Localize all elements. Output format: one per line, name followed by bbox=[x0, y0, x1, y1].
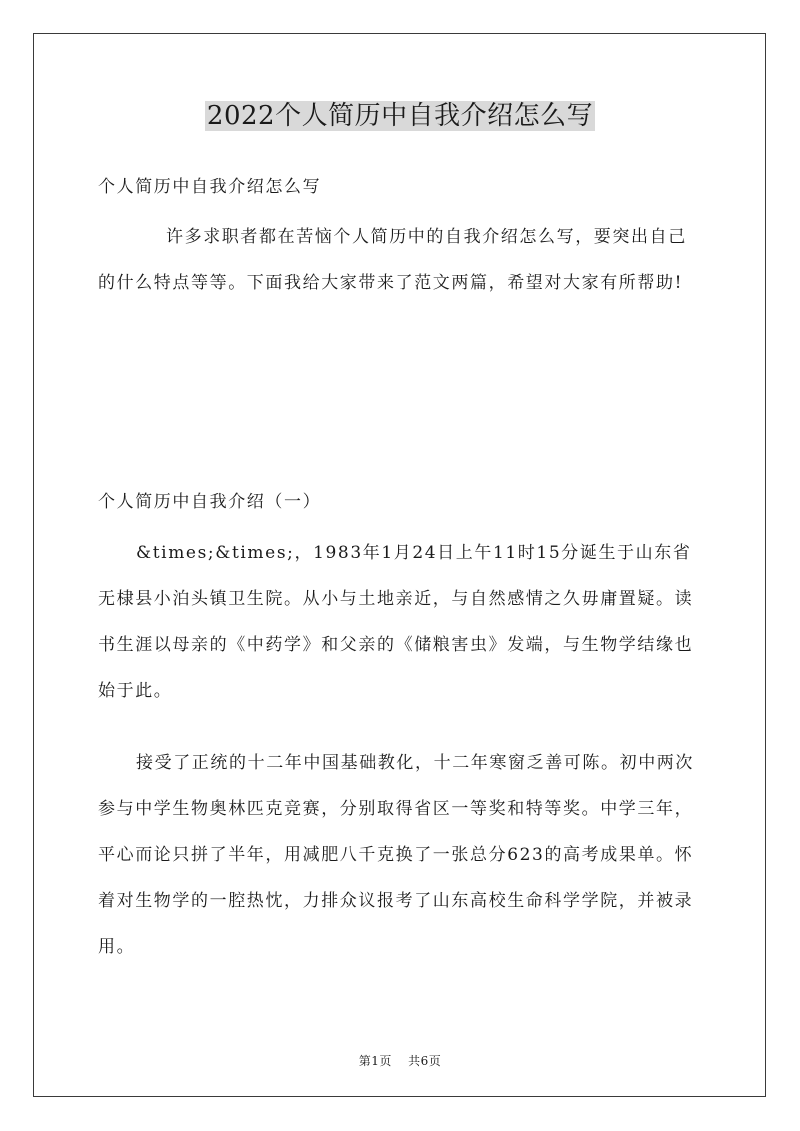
section1-paragraph-2: 接受了正统的十二年中国基础教化，十二年寒窗乏善可陈。初中两次参与中学生物奥林匹克竞赛，分别取得省区一等奖和特等奖。中学三年，平心而论只拼了半年，用减肥八千克换了一张总分623的高考成果单。怀着对生物学的一腔热忱，力排众议报考了山东高校生命科学学院，并被录用。 bbox=[98, 753, 694, 957]
document-title bbox=[0, 96, 800, 136]
page-number-current: 第1页 bbox=[358, 1054, 392, 1068]
section1-paragraph-1: &times;&times;，1983年1月24日上午11时15分诞生于山东省无棣县小泊头镇卫生院。从小与土地亲近，与自然感情之久毋庸置疑。读书生涯以母亲的《中药学》和父亲的《储粮害虫》发端，与生物学结缘也始于此。 bbox=[98, 543, 694, 701]
subtitle-heading: 个人简历中自我介绍怎么写 bbox=[98, 177, 322, 197]
page-footer bbox=[0, 1052, 800, 1069]
section1-heading: 个人简历中自我介绍（一） bbox=[98, 492, 322, 512]
page-number-total: 共6页 bbox=[408, 1054, 442, 1068]
intro-paragraph: 许多求职者都在苦恼个人简历中的自我介绍怎么写，要突出自己的什么特点等等。下面我给大家带来了范文两篇，希望对大家有所帮助! bbox=[98, 227, 687, 293]
document-title-text: 2022个人简历中自我介绍怎么写 bbox=[206, 101, 594, 131]
